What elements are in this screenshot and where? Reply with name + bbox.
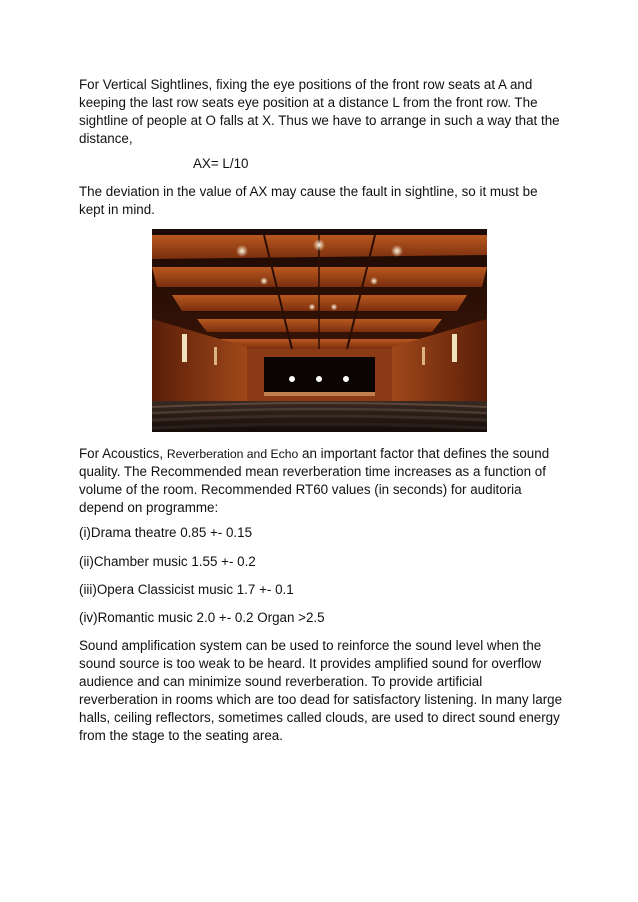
- list-item: (i)Drama theatre 0.85 +- 0.15: [79, 525, 253, 540]
- paragraph-deviation: The deviation in the value of AX may cause the fault in sightline, so it must be kept in mind.: [79, 184, 538, 217]
- list-item: (iii)Opera Classicist music 1.7 +- 0.1: [79, 582, 294, 597]
- formula: AX= L/10: [193, 156, 249, 171]
- stage: [247, 349, 392, 401]
- auditorium-photo: [152, 229, 487, 432]
- paragraph-amplification: Sound amplification system can be used to reinforce the sound level when the sound source is too weak to be heard. It provides amplified sound for overflow audience and can minimize sound reverberation. To provide artificial reverberation in rooms which are too dead for satisfactory listening. In many large halls, ceiling reflectors, sometimes called clouds, are used to direct sound energy from the stage to the seating area.: [79, 638, 563, 743]
- list-item: (iv)Romantic music 2.0 +- 0.2 Organ >2.5: [79, 610, 325, 625]
- paragraph-sightlines: For Vertical Sightlines, fixing the eye positions of the front row seats at A and keeping the last row seats eye position at a distance L from the front row. The sightline of people at O falls at X. Thus we have to arrange in such a way that the distance,: [79, 77, 560, 146]
- acoustics-rest: an important factor that defines the sound quality. The Recommended mean reverberation time increases as a function of volume of the room. Recommended RT60 values (in seconds) for auditoria depend on programme:: [79, 446, 550, 515]
- acoustics-lead: For Acoustics,: [79, 446, 164, 461]
- list-item: (ii)Chamber music 1.55 +- 0.2: [79, 554, 256, 569]
- seating-area: [152, 401, 487, 432]
- paragraph-acoustics: [79, 445, 564, 517]
- acoustics-term: Reverberation and Echo: [166, 447, 299, 461]
